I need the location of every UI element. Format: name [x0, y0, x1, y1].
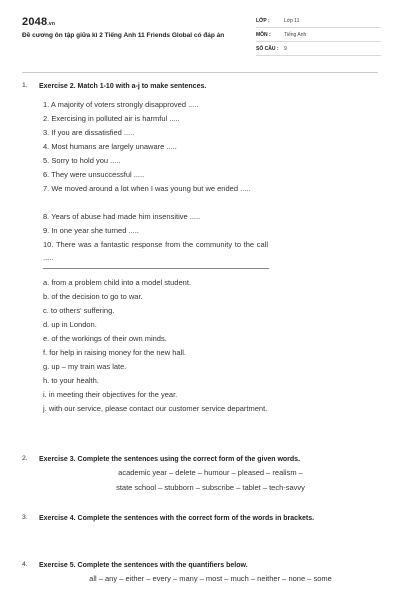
question-title: Exercise 5. Complete the sentences with the quantifiers below.	[39, 562, 248, 569]
meta-row-subject	[256, 30, 381, 42]
option-item: a. from a problem child into a model student.	[43, 278, 191, 287]
meta-key: MÔN :	[256, 32, 271, 38]
option-item: j. with our service, please contact our customer service department.	[43, 404, 268, 413]
header-divider	[22, 72, 378, 73]
question-title: Exercise 3. Complete the sentences using the correct form of the given words.	[39, 456, 301, 463]
list-item: 7. We moved around a lot when I was young but we ended .....	[43, 184, 251, 193]
option-item: d. up in London.	[43, 320, 97, 329]
meta-key: SỐ CÂU :	[256, 46, 279, 52]
option-item: b. of the decision to go to war.	[43, 292, 143, 301]
meta-value: Lớp 11	[284, 18, 300, 24]
document-title: Đề cương ôn tập giữa kì 2 Tiếng Anh 11 Friends Global có đáp án	[22, 32, 225, 39]
word-bank-line: academic year – delete – humour – pleased – realism –	[118, 468, 303, 477]
divider	[43, 268, 269, 269]
list-item: 4. Most humans are largely unaware .....	[43, 142, 177, 151]
option-item: e. of the workings of their own minds.	[43, 334, 167, 343]
meta-value: 9	[284, 46, 287, 52]
meta-value: Tiếng Anh	[284, 32, 307, 38]
question-number: 1.	[22, 82, 28, 89]
question-number: 4.	[22, 561, 28, 568]
list-item: 2. Exercising in polluted air is harmful .....	[43, 114, 180, 123]
logo-text: 2048	[22, 16, 48, 28]
meta-row-class	[256, 16, 381, 28]
list-item: 9. In one year she turned .....	[43, 226, 139, 235]
option-item: i. in meeting their objectives for the year.	[43, 390, 178, 399]
list-item: 10. There was a fantastic response from the community to the call .....	[43, 240, 268, 262]
logo-suffix: .vn	[47, 21, 56, 27]
list-item: 8. Years of abuse had made him insensitive .....	[43, 212, 201, 221]
question-title: Exercise 2. Match 1-10 with a-j to make sentences.	[39, 83, 207, 90]
meta-key: LỚP :	[256, 18, 270, 24]
meta-row-question-count	[256, 44, 381, 56]
list-item: 1. A majority of voters strongly disapproved .....	[43, 100, 199, 109]
list-item: 3. If you are dissatisfied .....	[43, 128, 135, 137]
site-logo[interactable]	[22, 16, 55, 28]
list-item: 6. They were unsuccessful .....	[43, 170, 145, 179]
question-number: 3.	[22, 514, 28, 521]
option-item: f. for help in raising money for the new hall.	[43, 348, 186, 357]
word-bank-line: state school – stubborn – subscribe – tablet – tech-savvy	[116, 483, 305, 492]
word-bank-line: all – any – either – every – many – most – much – neither – none – some	[89, 574, 332, 583]
option-item: g. up – my train was late.	[43, 362, 127, 371]
option-item: h. to your health.	[43, 376, 99, 385]
list-item: 5. Sorry to hold you .....	[43, 156, 121, 165]
question-title: Exercise 4. Complete the sentences with the correct form of the words in brackets.	[39, 515, 315, 522]
question-number: 2.	[22, 455, 28, 462]
page-header	[0, 0, 400, 72]
option-item: c. to others' suffering.	[43, 306, 115, 315]
